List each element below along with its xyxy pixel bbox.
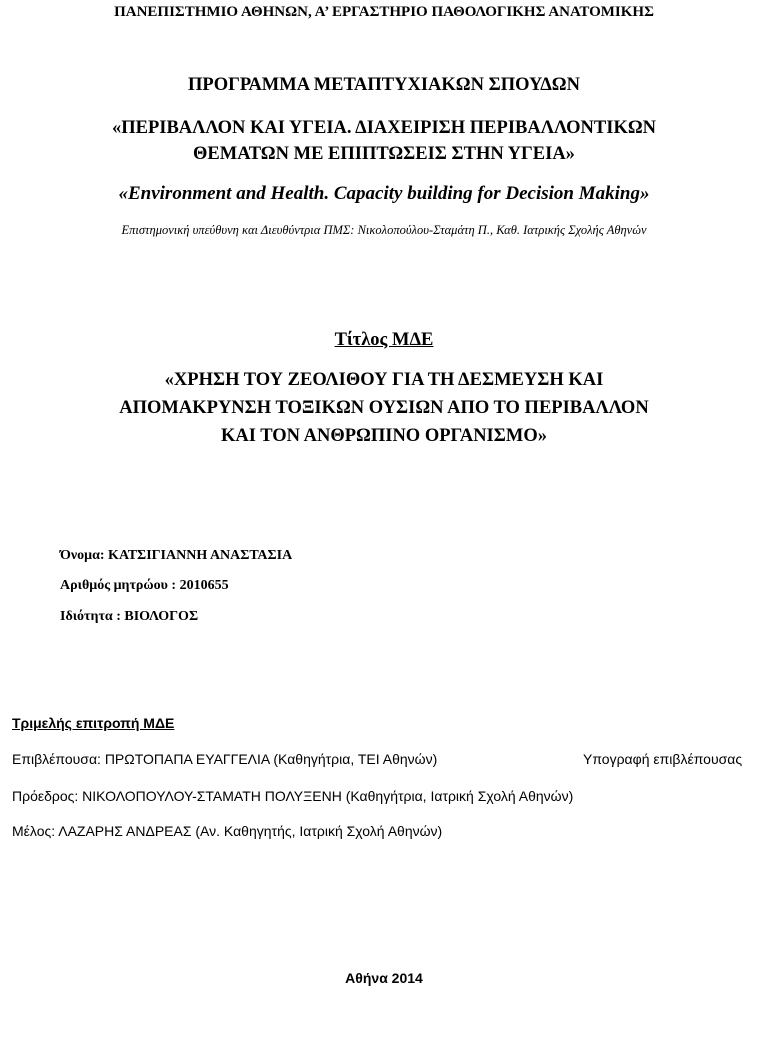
program-title-line-2: ΘΕΜΑΤΩΝ ΜΕ ΕΠΙΠΤΩΣΕΙΣ ΣΤΗΝ ΥΓΕΙΑ»: [193, 144, 575, 164]
student-role: Ιδιότητα : ΒΙΟΛΟΓΟΣ: [60, 609, 199, 624]
footer-place-year: Αθήνα 2014: [345, 970, 423, 986]
committee-member: Μέλος: ΛΑΖΑΡΗΣ ΑΝΔΡΕΑΣ (Αν. Καθηγητής, Ιατρική Σχολή Αθηνών): [12, 823, 443, 839]
program-heading: ΠΡΟΓΡΑΜΜΑ ΜΕΤΑΠΤΥΧΙΑΚΩΝ ΣΠΟΥΔΩΝ: [188, 75, 580, 95]
supervisor-signature-label: Υπογραφή επιβλέπουσας: [583, 751, 743, 767]
committee-supervisor: Επιβλέπουσα: ΠΡΩΤΟΠΑΠΑ ΕΥΑΓΓΕΛΙΑ (Καθηγήτρια, ΤΕΙ Αθηνών): [12, 751, 438, 767]
student-name: Όνομα: ΚΑΤΣΙΓΙΑΝΝΗ ΑΝΑΣΤΑΣΙΑ: [60, 548, 293, 563]
thesis-title-line-3: ΚΑΙ ΤΟΝ ΑΝΘΡΩΠΙΝΟ ΟΡΓΑΝΙΣΜΟ»: [221, 426, 547, 446]
program-title-line-1: «ΠΕΡΙΒΑΛΛΟΝ ΚΑΙ ΥΓΕΙΑ. ΔΙΑΧΕΙΡΙΣΗ ΠΕΡΙΒΑΛΛΟΝΤΙΚΩΝ: [111, 118, 657, 138]
thesis-title-line-2: ΑΠΟΜΑΚΡΥΝΣΗ ΤΟΞΙΚΩΝ ΟΥΣΙΩΝ ΑΠΟ ΤΟ ΠΕΡΙΒΑΛΛΟΝ: [119, 398, 649, 418]
committee-heading: Τριμελής επιτροπή ΜΔΕ: [12, 715, 175, 731]
program-title-english: «Environment and Health. Capacity building for Decision Making»: [118, 183, 650, 204]
thesis-title-line-1: «ΧΡΗΣΗ ΤΟΥ ΖΕΟΛΙΘΟΥ ΓΙΑ ΤΗ ΔΕΣΜΕΥΣΗ ΚΑΙ: [164, 370, 604, 390]
thesis-label: Τίτλος ΜΔΕ: [334, 330, 434, 350]
committee-chair: Πρόεδρος: ΝΙΚΟΛΟΠΟΥΛΟΥ-ΣΤΑΜΑΤΗ ΠΟΛΥΞΕΝΗ (Καθηγήτρια, Ιατρική Σχολή Αθηνών): [12, 788, 574, 804]
program-director: Επιστημονική υπεύθυνη και Διευθύντρια ΠΜΣ: Νικολοπούλου-Σταμάτη Π., Καθ. Ιατρικής Σχολής Αθηνών: [121, 223, 647, 237]
university-header: ΠΑΝΕΠΙΣΤΗΜΙΟ ΑΘΗΝΩΝ, Α’ ΕΡΓΑΣΤΗΡΙΟ ΠΑΘΟΛΟΓΙΚΗΣ ΑΝΑΤΟΜΙΚΗΣ: [114, 4, 654, 20]
student-registration-number: Αριθμός μητρώου : 2010655: [60, 578, 229, 593]
